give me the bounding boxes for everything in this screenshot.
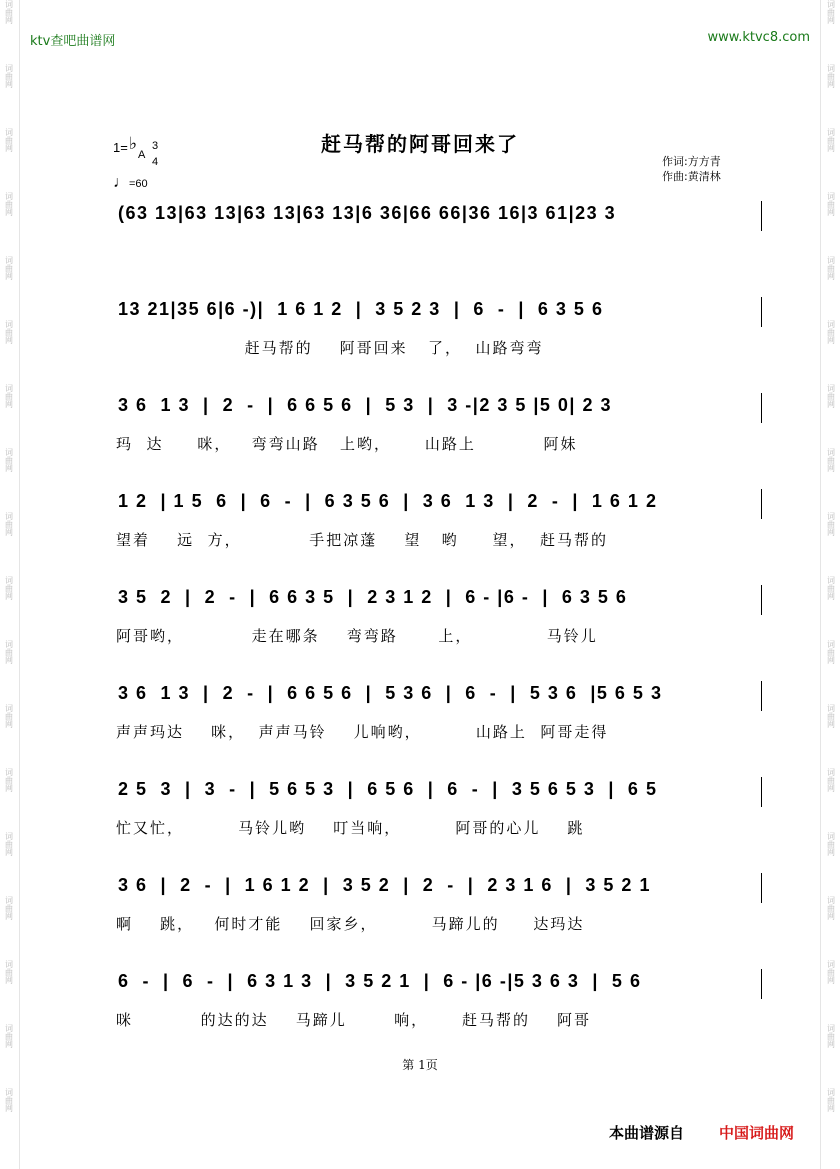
watermark-text: 词曲网: [4, 128, 14, 152]
bar-line: [761, 681, 762, 711]
watermark-text: 词曲网: [826, 1088, 836, 1112]
watermark-text: 词曲网: [826, 256, 836, 280]
lyric-line: 玛 达 咪， 弯弯山路 上哟， 山路上 阿妹: [116, 435, 578, 453]
watermark-text: 词曲网: [4, 384, 14, 408]
quarter-note-icon: ♩: [113, 174, 129, 191]
watermark-text: 词曲网: [826, 704, 836, 728]
right-border-line: [820, 0, 821, 1169]
watermark-text: 词曲网: [4, 0, 14, 24]
watermark-text: 词曲网: [826, 448, 836, 472]
watermark-text: 词曲网: [826, 896, 836, 920]
composer: 作曲:黄清林: [662, 170, 721, 183]
watermark-text: 词曲网: [826, 384, 836, 408]
lyric-line: 阿哥哟， 走在哪条 弯弯路 上， 马铃儿: [116, 627, 598, 645]
watermark-text: 词曲网: [4, 512, 14, 536]
lyricist: 作词:方方青: [662, 155, 721, 168]
watermark-text: 词曲网: [826, 640, 836, 664]
watermark-text: 词曲网: [4, 1024, 14, 1048]
lyric-line: 望着 远 方， 手把凉蓬 望 哟 望， 赶马帮的: [116, 531, 609, 549]
left-watermark-strip: [2, 0, 16, 1169]
bar-line: [761, 585, 762, 615]
watermark-text: 词曲网: [826, 512, 836, 536]
lyric-line: 赶马帮的 阿哥回来 了， 山路弯弯: [116, 339, 544, 357]
watermark-text: 词曲网: [4, 576, 14, 600]
watermark-text: 词曲网: [826, 1024, 836, 1048]
footer-source-label: 本曲谱源自: [609, 1124, 685, 1142]
left-border-line: [19, 0, 20, 1169]
watermark-text: 词曲网: [4, 320, 14, 344]
credits: [662, 154, 721, 184]
watermark-text: 词曲网: [826, 576, 836, 600]
footer-source-site[interactable]: 中国词曲网: [719, 1124, 795, 1142]
header-left-site[interactable]: ktv查吧曲谱网: [30, 34, 116, 49]
watermark-text: 词曲网: [4, 1088, 14, 1112]
watermark-text: 词曲网: [826, 320, 836, 344]
watermark-text: 词曲网: [826, 192, 836, 216]
notation-line: 13 21|35 6|6 -)| 1 6 1 2 | 3 5 2 3 | 6 - | 6 3 5 6: [118, 299, 604, 319]
notation-line: 3 6 | 2 - | 1 6 1 2 | 3 5 2 | 2 - | 2 3 1 6 | 3 5 2 1: [118, 875, 651, 895]
watermark-text: 词曲网: [4, 768, 14, 792]
key-label: 1=: [113, 140, 128, 155]
notation-line: 3 6 1 3 | 2 - | 6 6 5 6 | 5 3 6 | 6 - | 5 3 6 |5 6 5 3: [118, 683, 663, 703]
bar-line: [761, 969, 762, 999]
bar-line: [761, 297, 762, 327]
watermark-text: 词曲网: [826, 64, 836, 88]
watermark-text: 词曲网: [826, 832, 836, 856]
watermark-text: 词曲网: [826, 960, 836, 984]
right-watermark-strip: [824, 0, 838, 1169]
watermark-text: 词曲网: [826, 128, 836, 152]
key-letter: A: [138, 149, 146, 161]
tempo-value: =60: [129, 178, 148, 190]
header-right-site[interactable]: www.ktvc8.com: [707, 30, 810, 45]
notation-line: 3 6 1 3 | 2 - | 6 6 5 6 | 5 3 | 3 -|2 3 5 |5 0| 2 3: [118, 395, 612, 415]
lyric-line: 声声玛达 咪， 声声马铃 儿响哟， 山路上 阿哥走得: [116, 723, 609, 741]
watermark-text: 词曲网: [4, 192, 14, 216]
watermark-text: 词曲网: [4, 896, 14, 920]
watermark-text: 词曲网: [4, 704, 14, 728]
watermark-text: 词曲网: [826, 768, 836, 792]
time-top: 3: [151, 140, 159, 152]
lyric-line: 咪 的达的达 马蹄儿 响， 赶马帮的 阿哥: [116, 1011, 592, 1029]
lyric-line: 忙又忙， 马铃儿哟 叮当响， 阿哥的心儿 跳: [116, 819, 585, 837]
watermark-text: 词曲网: [4, 640, 14, 664]
notation-line: 2 5 3 | 3 - | 5 6 5 3 | 6 5 6 | 6 - | 3 5 6 5 3 | 6 5: [118, 779, 658, 799]
notation-line: (63 13|63 13|63 13|63 13|6 36|66 66|36 16|3 61|23 3: [118, 203, 617, 223]
watermark-text: 词曲网: [826, 0, 836, 24]
watermark-text: 词曲网: [4, 256, 14, 280]
bar-line: [761, 201, 762, 231]
tempo-marking: [113, 174, 148, 192]
watermark-text: 词曲网: [4, 832, 14, 856]
flat-symbol: ♭: [129, 134, 138, 153]
bar-line: [761, 393, 762, 423]
bar-line: [761, 873, 762, 903]
bar-line: [761, 489, 762, 519]
song-title: 赶马帮的阿哥回来了: [321, 132, 519, 156]
notation-line: 1 2 | 1 5 6 | 6 - | 6 3 5 6 | 3 6 1 3 | 2 - | 1 6 1 2: [118, 491, 658, 511]
notation-line: 6 - | 6 - | 6 3 1 3 | 3 5 2 1 | 6 - |6 -|5 3 6 3 | 5 6: [118, 971, 642, 991]
watermark-text: 词曲网: [4, 448, 14, 472]
watermark-text: 词曲网: [4, 64, 14, 88]
watermark-text: 词曲网: [4, 960, 14, 984]
page-number: 第 1页: [402, 1058, 438, 1072]
lyric-line: 啊 跳， 何时才能 回家乡， 马蹄儿的 达玛达: [116, 915, 585, 933]
notation-line: 3 5 2 | 2 - | 6 6 3 5 | 2 3 1 2 | 6 - |6 - | 6 3 5 6: [118, 587, 628, 607]
time-bottom: 4: [151, 156, 159, 168]
bar-line: [761, 777, 762, 807]
